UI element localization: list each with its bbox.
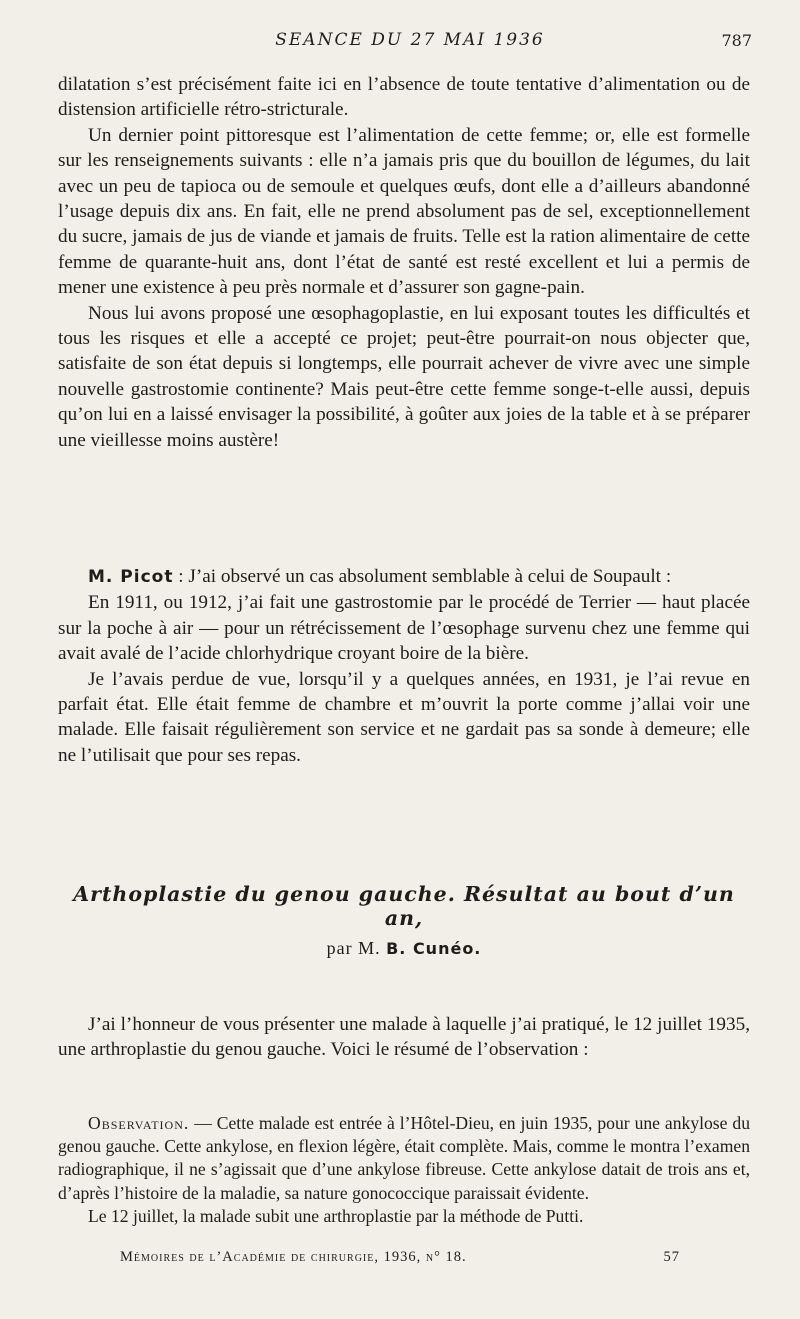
observation-block [58,1112,750,1228]
signature-number: 57 [663,1249,680,1265]
paragraph: Un dernier point pittoresque est l’alimentation de cette femme; or, elle est formelle sur les renseignements suivants : elle n’a jamais pris que du bouillon de légumes, du lait avec un peu de tapioca ou de semoule et quelques œufs, dont elle a d’ailleurs abandonné l’usage depuis dix ans. En fait, elle ne prend absolument pas de sel, exceptionnellement du sucre, jamais de jus de viande et jamais de fruits. Telle est la ration alimentaire de cette femme de quarante-huit ans, dont l’état de santé est resté excellent et lui a permis de mener une existence à peu près normale et d’assurer son gagne-pain. [58,124,750,299]
article-title: Arthoplastie du genou gauche. Résultat au bout d’un an, [73,882,735,930]
section-oesophagus [58,72,750,453]
article-intro [58,1012,750,1063]
paragraph: En 1911, ou 1912, j’ai fait une gastrostomie par le procédé de Terrier — haut placée sur la poche à air — pour un rétrécissement de l’œsophage survenu chez une femme qui avait avalé de l’acide chlorhydrique croyant boire de la bière. [58,592,750,665]
byline [58,938,750,959]
session-title: SEANCE DU 27 MAI 1936 [275,30,545,50]
author-name: B. Cunéo. [386,939,482,958]
discussion-section [58,564,750,768]
speaker-name: M. Picot [88,567,174,587]
discussion-intro [58,564,750,590]
observation-label: Observation. [88,1113,190,1133]
paragraph: Je l’avais perdue de vue, lorsqu’il y a quelques années, en 1931, je l’ai revue en parfait état. Elle était femme de chambre et m’ouvrit la porte comme j’allai voir une malade. Elle faisait régulièrement son service et ne gardait pas sa sonde à demeure; elle ne l’utilisait que pour ses repas. [58,668,750,766]
paragraph: dilatation s’est précisément faite ici en l’absence de toute tentative d’alimentation ou de distension artificielle rétro-stricturale. [58,74,750,121]
paragraph: Nous lui avons proposé une œsophagoplastie, en lui exposant toutes les difficultés et tous les risques et elle a accepté ce projet; peut-être pourrait-on nous objecter que, satisfaite de son état depuis si longtemps, elle pourrait achever de vivre avec une simple nouvelle gastrostomie continente? Mais peut-être cette femme songe-t-elle aussi, depuis qu’on lui en a laissé envisager la possibilité, à goûter aux joies de la table et à se préparer une vieillesse moins austère! [58,302,750,451]
page-footer [120,1249,680,1266]
observation-text: — Cette malade est entrée à l’Hôtel-Dieu, en juin 1935, pour une ankylose du genou gauche. Cette ankylose, en flexion légère, était complète. Mais, comme le montra l’examen radiographique, il ne s’agissait que d’une ankylose fibreuse. Cette ankylose datait de trois ans et, d’après l’histoire de la maladie, sa nature gonococcique paraissait évidente. [58,1113,750,1203]
page-number: 787 [721,31,752,50]
discussion-intro-text: : J’ai observé un cas absolument semblable à celui de Soupault : [173,566,672,587]
paragraph: Le 12 juillet, la malade subit une arthroplastie par la méthode de Putti. [88,1205,584,1226]
paragraph: J’ai l’honneur de vous présenter une malade à laquelle j’ai pratiqué, le 12 juillet 1935, une arthroplastie du genou gauche. Voici le résumé de l’observation : [58,1014,750,1061]
observation-paragraph [58,1112,750,1205]
journal-reference: Mémoires de l’Académie de chirurgie, 1936, n° 18. [120,1249,467,1265]
running-header [60,30,760,56]
byline-prefix: par M. [326,938,387,958]
